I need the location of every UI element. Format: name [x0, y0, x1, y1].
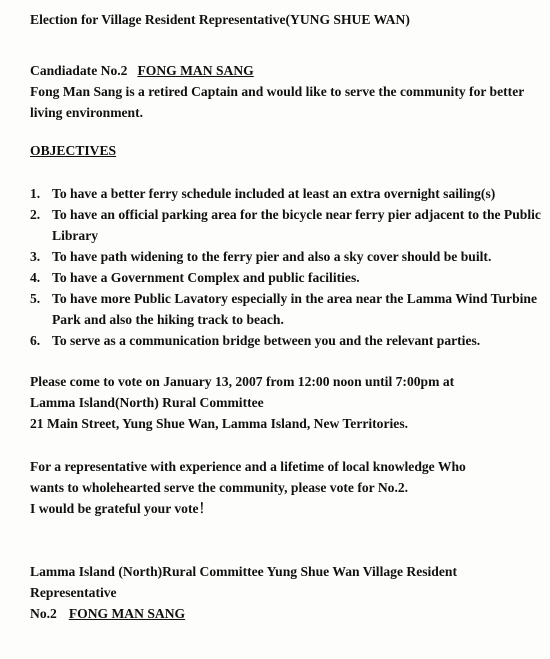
candidate-bio: Fong Man Sang is a retired Captain and would like to serve the community for better living environment.: [30, 84, 525, 120]
objective-text: To have path widening to the ferry pier and also a sky cover should be built.: [52, 249, 492, 264]
objective-text: To serve as a communication bridge between you and the relevant parties.: [52, 333, 481, 348]
objective-item: [30, 246, 545, 267]
objectives-list: [30, 183, 545, 351]
signature-number: No.2: [30, 606, 57, 621]
objective-number: 1.: [30, 186, 41, 201]
appeal-line: I would be grateful your vote！: [30, 501, 213, 516]
objective-number: 2.: [30, 207, 41, 222]
vote-details: [30, 371, 545, 434]
objective-text: To have an official parking area for the bicycle near ferry pier adjacent to the Public Library: [52, 207, 541, 243]
objective-text: To have a better ferry schedule included at least an extra overnight sailing(s): [52, 186, 496, 201]
vote-appeal: [30, 456, 545, 519]
candidate-line: [30, 60, 545, 81]
objective-item: [30, 288, 545, 330]
vote-address-line: 21 Main Street, Yung Shue Wan, Lamma Island, New Territories.: [30, 416, 409, 431]
candidate-name: FONG MAN SANG: [137, 63, 254, 78]
objective-number: 6.: [30, 333, 41, 348]
objectives-heading: OBJECTIVES: [30, 143, 117, 158]
objective-number: 5.: [30, 291, 41, 306]
vote-venue-line: Lamma Island(North) Rural Committee: [30, 395, 264, 410]
appeal-line: For a representative with experience and a lifetime of local knowledge Who: [30, 459, 466, 474]
signature-block: [30, 561, 545, 624]
signature-name: FONG MAN SANG: [68, 606, 186, 621]
vote-date-line: Please come to vote on January 13, 2007 from 12:00 noon until 7:00pm at: [30, 374, 455, 389]
objective-item: [30, 204, 545, 246]
objective-item: [30, 330, 545, 351]
document-title: Election for Village Resident Representative(YUNG SHUE WAN): [30, 12, 410, 27]
objective-item: [30, 183, 545, 204]
objective-number: 3.: [30, 249, 41, 264]
signature-candidate: [30, 603, 545, 624]
objective-text: To have more Public Lavatory especially in the area near the Lamma Wind Turbine Park and also the hiking track to beach.: [52, 291, 537, 327]
objective-item: [30, 267, 545, 288]
appeal-line: wants to wholehearted serve the community, please vote for No.2.: [30, 480, 409, 495]
signature-organization: Lamma Island (North)Rural Committee Yung Shue Wan Village Resident Representative: [30, 564, 457, 600]
objective-number: 4.: [30, 270, 41, 285]
objective-text: To have a Government Complex and public facilities.: [52, 270, 360, 285]
election-flyer: [30, 9, 545, 624]
candidate-label: Candiadate No.2: [30, 63, 128, 78]
